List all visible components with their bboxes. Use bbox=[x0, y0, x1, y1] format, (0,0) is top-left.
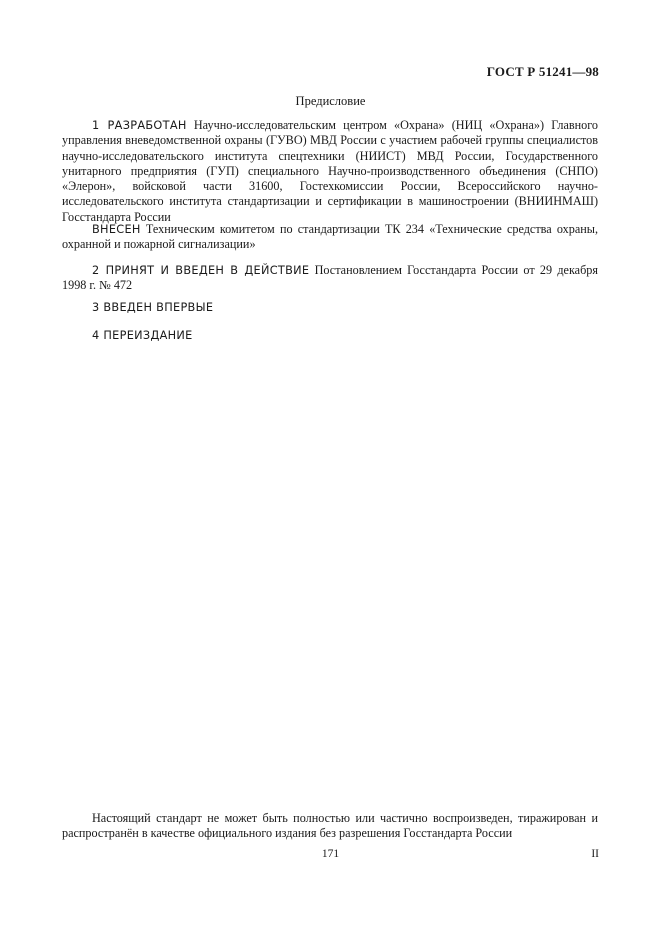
foreword-item-adopted bbox=[62, 263, 598, 294]
item-lead: 3 ВВЕДЕН ВПЕРВЫЕ bbox=[92, 301, 214, 314]
item-lead: ВНЕСЕН bbox=[92, 223, 141, 236]
item-text: Научно-исследовательским центром «Охрана» (НИЦ «Охрана») Главного управления вневедомственной охраны (ГУВО) МВД России с участием рабочей группы специалистов научно-исследовательского института спецтехники (НИИСТ) МВД России, Государственного унитарного предприятия (ГУП) специального Научно-производственного объединения (СНПО) «Элерон», войсковой части 31600, Гостехкомиссии России, Всероссийского научно-исследовательского института стандартизации и сертификации в машиностроении (ВНИИНМАШ) Госстандарта России bbox=[62, 118, 599, 224]
page-number: 171 bbox=[321, 848, 340, 860]
item-lead: 2 ПРИНЯТ И ВВЕДЕН В ДЕЙСТВИЕ bbox=[92, 264, 310, 277]
foreword-item-first-introduced bbox=[62, 300, 598, 315]
item-text: Постановлением Госстандарта России от 29 декабря 1998 г. № 472 bbox=[62, 263, 598, 293]
document-code: ГОСТ Р 51241—98 bbox=[486, 64, 599, 79]
item-text: Техническим комитетом по стандартизации ТК 234 «Технические средства охраны, охранной и пожарной сигнализации» bbox=[62, 222, 598, 252]
foreword-item-reissue bbox=[62, 328, 598, 343]
item-lead: 1 РАЗРАБОТАН bbox=[92, 119, 187, 132]
item-lead: 4 ПЕРЕИЗДАНИЕ bbox=[92, 329, 193, 342]
foreword-item-introduced bbox=[62, 222, 598, 253]
copyright-notice bbox=[62, 811, 598, 842]
edition-mark: II bbox=[591, 848, 599, 860]
copyright-notice-text: Настоящий стандарт не может быть полностью или частично воспроизведен, тиражирован и распространён в качестве официального издания без разрешения Госстандарта России bbox=[62, 811, 598, 841]
section-title: Предисловие bbox=[295, 94, 366, 108]
foreword-item-developed bbox=[62, 118, 598, 225]
